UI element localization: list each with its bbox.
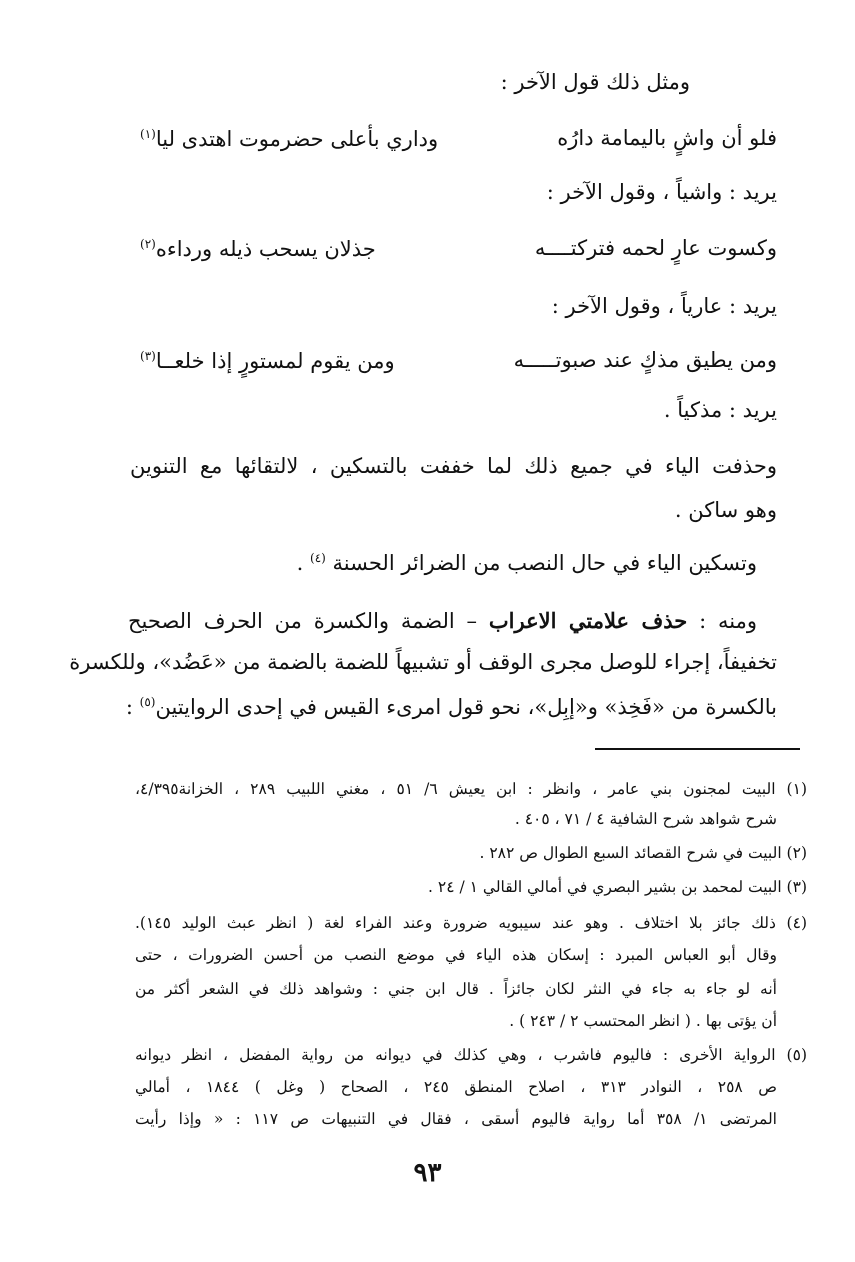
footnote-4-line-3: أنه لو جاء به جاء في النثر لكان جائزاً . قال ابن جني : وشواهد ذلك في الشعر أكثر من — [135, 980, 777, 998]
footnote-5-line-2: ص ٢٥٨ ، النوادر ٣١٣ ، اصلاح المنطق ٢٤٥ ، الصحاح ( وغل ) ١٨٤٤ ، أمالي — [135, 1078, 777, 1096]
footnote-4-line-1: (٤) ذلك جائز بلا اختلاف . وهو عند سيبويه ضرورة وعند الفراء لغة ( انظر عبث الوليد ١٤٥). — [135, 914, 807, 932]
text-line-explain-1: يريد : واشياً ، وقول الآخر : — [546, 180, 777, 204]
text-line-explain-3: يريد : مذكياً . — [663, 398, 777, 422]
text-line-intro-1: ومثل ذلك قول الآخر : — [500, 70, 690, 94]
footnote-ref-4: (٤) — [310, 551, 326, 565]
verse-2-second-text: جذلان يسحب ذيله ورداءه — [155, 237, 376, 261]
verse-3-first-hemistich: ومن يطيق مذكٍ عند صبوتـــــه — [513, 348, 777, 372]
footnote-1-line-2: شرح شواهد شرح الشافية ٤ / ٧١ ، ٤٠٥ . — [514, 810, 777, 828]
paragraph-2 — [297, 552, 757, 574]
verse-2-first-hemistich: وكسوت عارٍ لحمه فتركتــــه — [534, 236, 777, 260]
footnote-3: (٣) البيت لمحمد بن بشير البصري في أمالي القالي ١ / ٢٤ . — [428, 878, 807, 896]
footnote-2: (٢) البيت في شرح القصائد السبع الطوال ص ٢٨٢ . — [479, 844, 807, 862]
paragraph-3-line-3 — [126, 696, 777, 718]
page-number: ٩٣ — [413, 1158, 442, 1188]
paragraph-3-line-3-text: بالكسرة من «فَخِذ» و«إبِل»، نحو قول امرىء القيس في إحدى الروايتين — [155, 695, 777, 719]
footnote-1-line-1: (١) البيت لمجنون بني عامر ، وانظر : ابن يعيش ٦/ ٥١ ، مغني اللبيب ٢٨٩ ، الخزانة٤/٣٩٥، — [135, 780, 807, 798]
paragraph-3-line-1-rest: – الضمة والكسرة من الحرف الصحيح — [128, 609, 478, 633]
footnote-5-line-1: (٥) الرواية الأخرى : فاليوم فاشرب ، وهي كذلك في ديوانه من رواية المفضل ، انظر ديوانه — [135, 1046, 807, 1064]
paragraph-3-line-1 — [128, 610, 757, 632]
verse-1-second-text: وداري بأعلى حضرموت اهتدى ليا — [155, 127, 439, 151]
footnote-separator — [595, 748, 800, 750]
paragraph-3-heading: حذف علامتي الاعراب — [488, 608, 688, 633]
verse-1-first-hemistich: فلو أن واشٍ باليمامة دارُه — [557, 126, 777, 150]
verse-1-second-hemistich — [140, 128, 438, 150]
verse-3-second-text: ومن يقوم لمستورٍ إذا خلعــا — [155, 349, 395, 373]
paragraph-3-line-2: تخفيفاً، إجراء للوصل مجرى الوقف أو تشبيهاً للضمة بالضمة من «عَضُد»، وللكسرة — [69, 650, 777, 674]
verse-2-second-hemistich — [140, 238, 376, 260]
paragraph-3-lead: ومنه : — [699, 609, 757, 633]
footnote-4-line-4: أن يؤتى بها . ( انظر المحتسب ٢ / ٢٤٣ ) . — [509, 1012, 777, 1030]
verse-3-second-hemistich — [140, 350, 395, 372]
paragraph-3-line-3-end: : — [125, 695, 140, 719]
paragraph-1-line-2: وهو ساكن . — [674, 498, 777, 522]
footnote-4-line-2: وقال أبو العباس المبرد : إسكان هذه الياء في موضع النصب من أحسن الضرورات ، حتى — [135, 946, 777, 964]
text-line-explain-2: يريد : عارياً ، وقول الآخر : — [551, 294, 777, 318]
paragraph-1-line-1: وحذفت الياء في جميع ذلك لما خففت بالتسكين ، لالتقائها مع التنوين — [130, 454, 777, 478]
footnote-ref-5: (٥) — [139, 695, 156, 709]
paragraph-2-text: وتسكين الياء في حال النصب من الضرائر الحسنة — [332, 551, 757, 575]
footnote-ref-2: (٢) — [140, 237, 156, 251]
footnote-5-line-3: المرتضى ١/ ٣٥٨ أما رواية فاليوم أسقى ، فقال في التنبيهات ص ١١٧ : « وإذا رأيت — [135, 1110, 777, 1128]
paragraph-2-end: . — [296, 551, 311, 575]
footnote-ref-1: (١) — [140, 127, 156, 141]
footnote-ref-3: (٣) — [140, 349, 156, 363]
